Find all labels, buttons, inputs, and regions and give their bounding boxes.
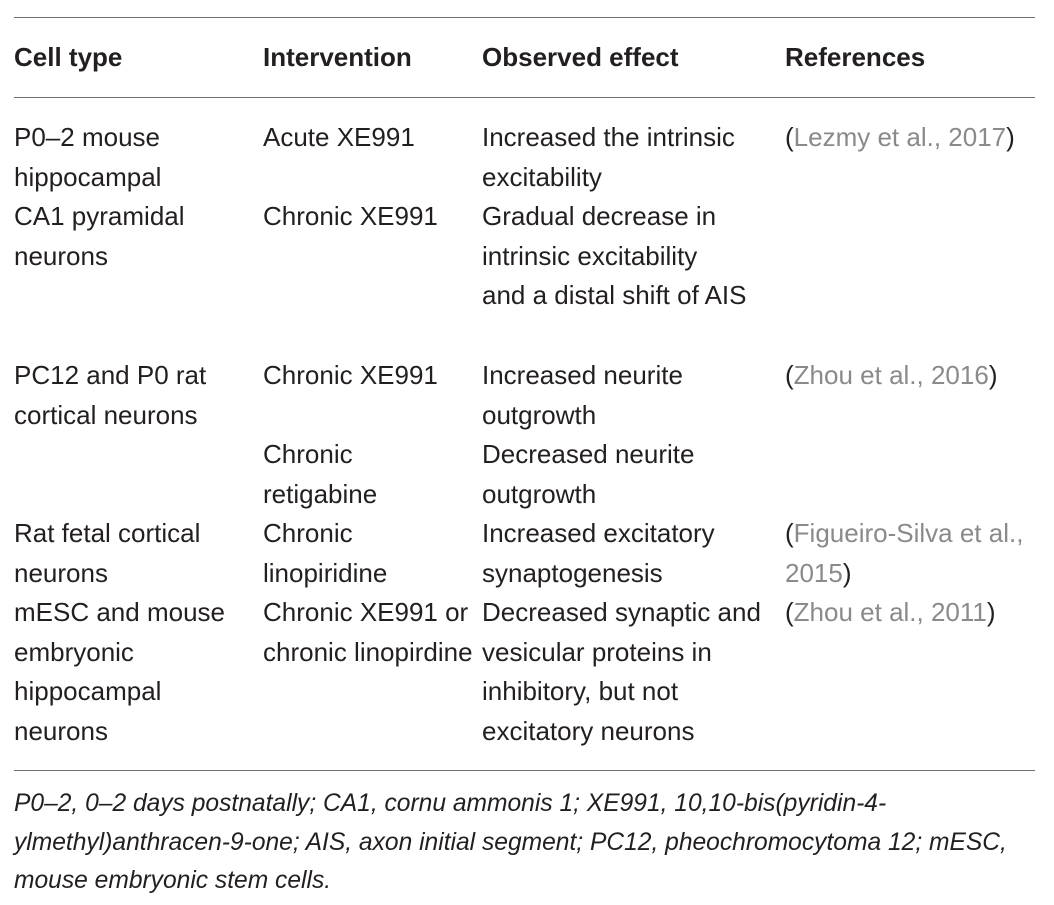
intervention-chronic-xe991-row1: Chronic XE991: [263, 201, 438, 231]
cell-type-rat-fetal-cortical: Rat fetal cortical neurons: [14, 518, 201, 588]
effect-increased-neurite: Increased neurite outgrowth: [482, 360, 683, 430]
reference-link[interactable]: Zhou et al., 2016: [793, 360, 989, 390]
cell-type-p0-2-hippocampal: P0–2 mouse hippocampal CA1 pyramidal neurons: [14, 122, 185, 271]
reference-figueiro-silva-2015: (Figueiro-Silva et al., 2015): [785, 518, 1024, 588]
reference-link[interactable]: Figueiro-Silva et al., 2015: [785, 518, 1024, 588]
header-observed-effect: Observed effect: [482, 42, 679, 72]
reference-link[interactable]: Lezmy et al., 2017: [793, 122, 1007, 152]
header-bottom-rule: [14, 97, 1035, 98]
table-bottom-rule: [14, 770, 1035, 771]
effect-increased-intrinsic-excitability: Increased the intrinsic excitability: [482, 122, 735, 192]
header-cell-type: Cell type: [14, 42, 123, 72]
header-references: References: [785, 42, 926, 72]
effect-gradual-decrease: Gradual decrease in intrinsic excitability and a distal shift of AIS: [482, 201, 747, 310]
cell-type-mesc-mouse-embryonic: mESC and mouse embryonic hippocampal neurons: [14, 597, 225, 746]
table-top-rule: [14, 17, 1035, 18]
intervention-chronic-retigabine: Chronic retigabine: [263, 439, 378, 509]
intervention-chronic-linopiridine: Chronic linopiridine: [263, 518, 388, 588]
effect-decreased-neurite: Decreased neurite outgrowth: [482, 439, 695, 509]
intervention-chronic-xe991-row2: Chronic XE991: [263, 360, 438, 390]
header-intervention: Intervention: [263, 42, 412, 72]
intervention-chronic-xe991-or-linopirdine: Chronic XE991 or chronic linopirdine: [263, 597, 473, 667]
effect-decreased-synaptic-proteins: Decreased synaptic and vesicular proteins in inhibitory, but not excitatory neurons: [482, 597, 761, 746]
reference-zhou-2011: (Zhou et al., 2011): [785, 597, 996, 627]
cell-type-pc12-p0-rat: PC12 and P0 rat cortical neurons: [14, 360, 207, 430]
reference-link[interactable]: Zhou et al., 2011: [793, 597, 987, 627]
effect-increased-synaptogenesis: Increased excitatory synaptogenesis: [482, 518, 715, 588]
reference-lezmy-2017: (Lezmy et al., 2017): [785, 122, 1015, 152]
intervention-acute-xe991: Acute XE991: [263, 122, 415, 152]
reference-zhou-2016: (Zhou et al., 2016): [785, 360, 998, 390]
table-footnote: P0–2, 0–2 days postnatally; CA1, cornu ammonis 1; XE991, 10,10-bis(pyridin-4-ylmethyl)anthracen-9-one; AIS, axon initial segment; PC12, pheochromocytoma 12; mESC, mouse embryonic stem cells.: [14, 790, 1007, 894]
